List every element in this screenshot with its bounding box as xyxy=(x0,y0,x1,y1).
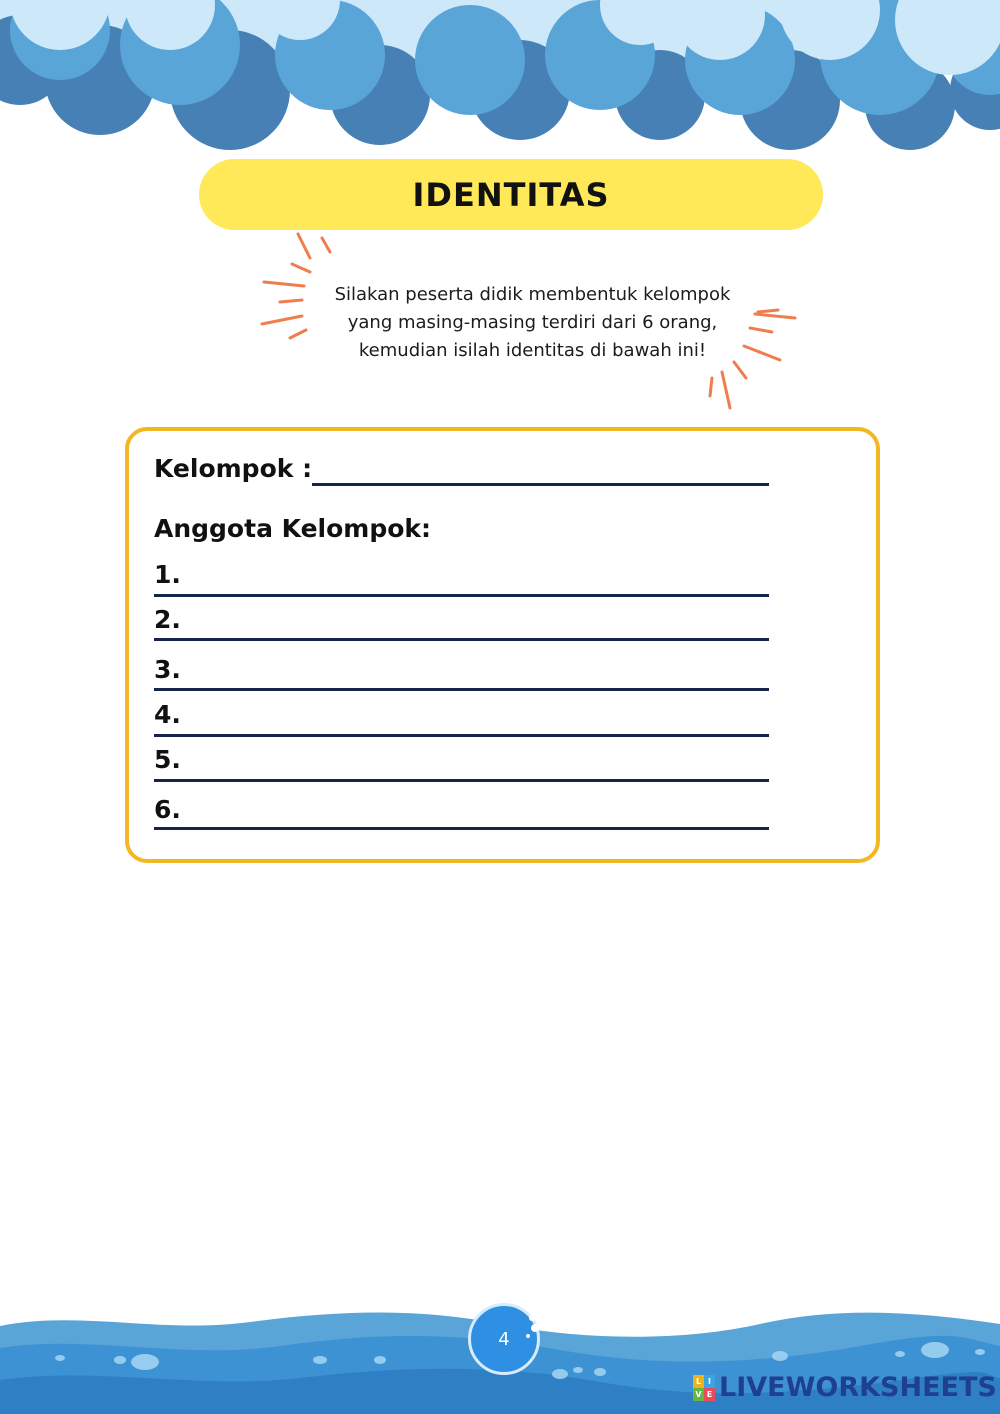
instruction-line: kemudian isilah identitas di bawah ini! xyxy=(358,340,707,361)
member-number: 3. xyxy=(154,655,181,684)
members-label: Anggota Kelompok: xyxy=(154,514,432,543)
page-number: 4 xyxy=(498,1328,510,1350)
instruction-line: yang masing-masing terdiri dari 6 orang, xyxy=(347,312,718,333)
instruction-text xyxy=(300,281,765,365)
member-input-line-5[interactable] xyxy=(154,779,769,782)
member-number: 6. xyxy=(154,795,181,824)
identity-form-box xyxy=(125,427,880,863)
member-input-line-2[interactable] xyxy=(154,638,769,641)
group-label: Kelompok : xyxy=(154,454,313,483)
member-input-line-4[interactable] xyxy=(154,734,769,737)
instruction-line: Silakan peserta didik membentuk kelompok xyxy=(334,284,731,305)
bubble-highlight-icon xyxy=(520,1312,544,1342)
liveworksheets-logo xyxy=(693,1372,997,1403)
member-number: 5. xyxy=(154,745,181,774)
liveworksheets-text: LIVEWORKSHEETS xyxy=(719,1372,997,1403)
member-number: 2. xyxy=(154,605,181,634)
group-input-line[interactable] xyxy=(312,483,769,486)
member-number: 1. xyxy=(154,560,181,589)
page-title: IDENTITAS xyxy=(412,175,610,214)
member-input-line-1[interactable] xyxy=(154,594,769,597)
cloud-decoration xyxy=(0,0,1000,160)
member-input-line-6[interactable] xyxy=(154,827,769,830)
member-input-line-3[interactable] xyxy=(154,688,769,691)
liveworksheets-mark-icon: L I V E xyxy=(693,1375,715,1401)
title-banner xyxy=(199,159,823,230)
member-number: 4. xyxy=(154,700,181,729)
